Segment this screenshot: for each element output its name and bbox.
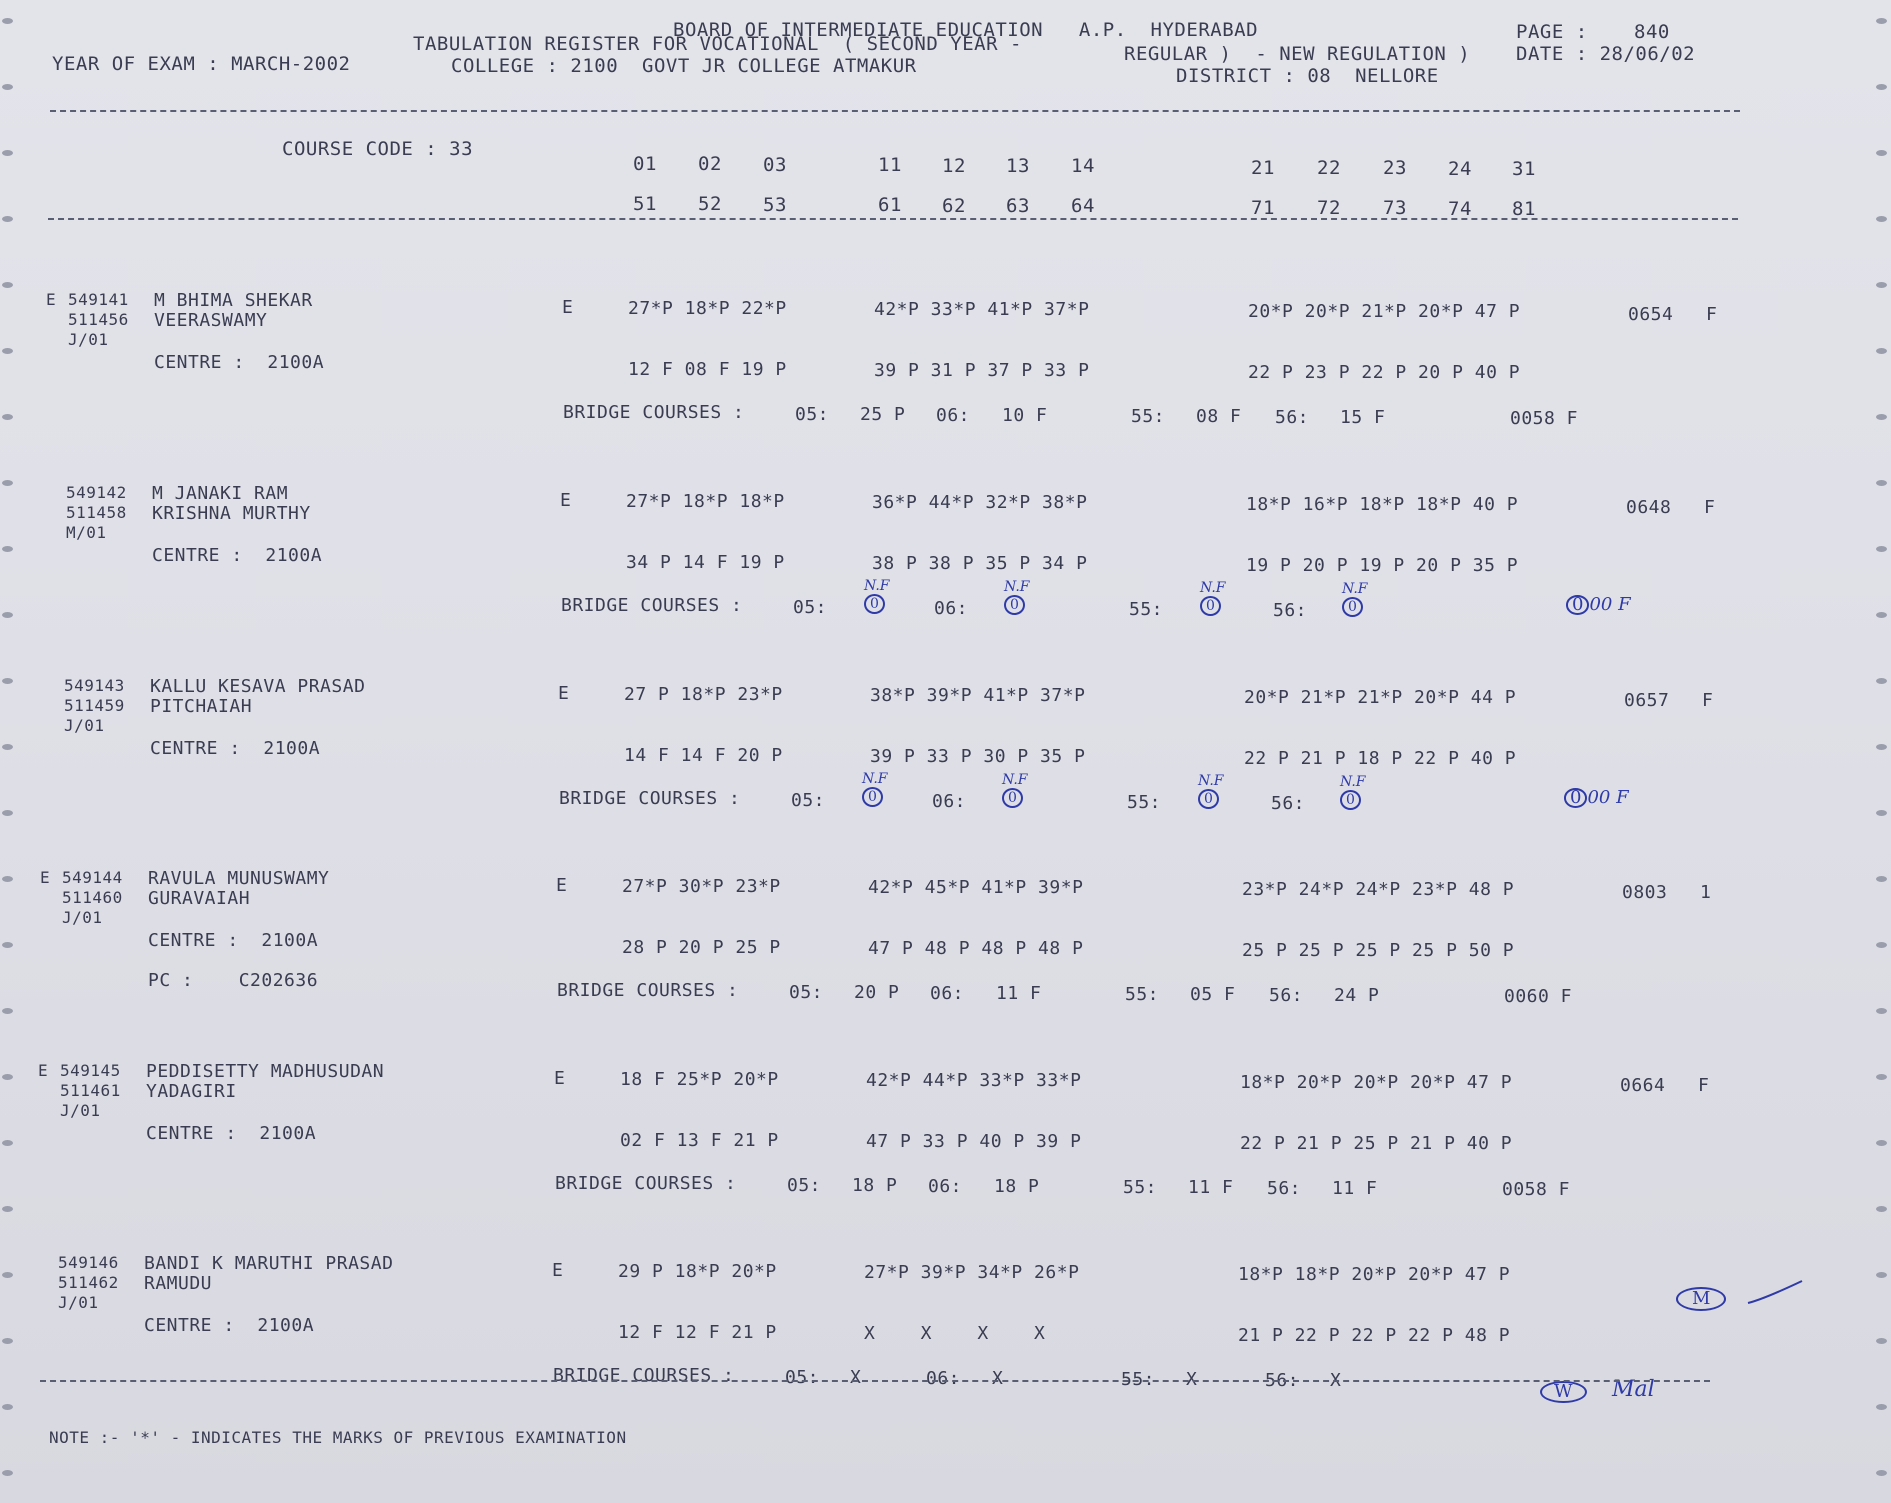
- feed-hole: [2, 810, 13, 816]
- regulation: REGULAR ) - NEW REGULATION ): [1124, 43, 1471, 65]
- bridge-mark-06: 11 F: [996, 983, 1042, 1004]
- subject-code: 61: [878, 194, 902, 216]
- bridge-code-06: 06:: [936, 405, 971, 426]
- feed-hole: [1876, 150, 1887, 156]
- handwritten-not-found: [1342, 581, 1368, 617]
- hand-circled-zero: 0: [1566, 595, 1589, 615]
- father-name: KRISHNA MURTHY: [152, 503, 311, 524]
- exam-centre: CENTRE : 2100A: [150, 738, 321, 759]
- subject-code: 22: [1317, 157, 1341, 179]
- feed-hole: [2, 84, 13, 90]
- feed-hole: [1876, 1272, 1887, 1278]
- handwritten-bridge-total: [1564, 787, 1629, 808]
- registration-number: 511462: [58, 1273, 119, 1292]
- subject-code: 11: [878, 154, 902, 176]
- bridge-courses-label: BRIDGE COURSES :: [563, 402, 745, 423]
- feed-hole: [1876, 744, 1887, 750]
- roll-number: 549141: [68, 290, 129, 309]
- bridge-code-05: 05:: [789, 982, 824, 1003]
- hand-circled-zero: 0: [1198, 789, 1219, 809]
- bridge-mark-55: 08 F: [1196, 406, 1242, 427]
- subject-code: 23: [1383, 157, 1407, 179]
- bridge-courses-label: BRIDGE COURSES :: [561, 595, 743, 616]
- handwritten-not-found: [1340, 774, 1366, 810]
- student-name: M JANAKI RAM: [152, 483, 289, 504]
- feed-hole: [2, 942, 13, 948]
- registration-number: 511460: [62, 888, 123, 907]
- feed-hole: [1876, 282, 1887, 288]
- category: J/01: [62, 908, 103, 927]
- feed-hole: [1876, 1008, 1887, 1014]
- exam-centre: CENTRE : 2100A: [146, 1123, 317, 1144]
- year2-marks-group-b: X X X X: [864, 1323, 1046, 1344]
- bridge-mark-06: 10 F: [1002, 405, 1048, 426]
- year1-marks-group-c: 20*P 20*P 21*P 20*P 47 P: [1248, 301, 1521, 322]
- bridge-mark-05: 25 P: [860, 404, 906, 425]
- bridge-code-56: 56:: [1269, 985, 1304, 1006]
- year1-marks-group-a: 27*P 18*P 22*P: [628, 298, 787, 319]
- bridge-mark-55: 05 F: [1190, 984, 1236, 1005]
- feed-hole: [1876, 1404, 1887, 1410]
- medium: E: [552, 1260, 564, 1281]
- bridge-code-06: 06:: [930, 983, 965, 1004]
- year2-marks-group-a: 14 F 14 F 20 P: [624, 745, 783, 766]
- handwritten-not-found: [1002, 772, 1028, 808]
- bridge-code-05: 05:: [785, 1367, 820, 1388]
- medium: E: [562, 297, 574, 318]
- circled-letter-m: M: [1676, 1287, 1726, 1311]
- pc-number: PC : C202636: [148, 970, 319, 991]
- handwritten-not-found: [864, 578, 890, 614]
- year2-marks-group-c: 19 P 20 P 19 P 20 P 35 P: [1246, 555, 1519, 576]
- hand-total-label: 00 F: [1589, 594, 1631, 615]
- exempt-flag: E: [38, 1061, 49, 1080]
- bridge-code-55: 55:: [1129, 599, 1164, 620]
- bridge-courses-label: BRIDGE COURSES :: [557, 980, 739, 1001]
- registration-number: 511461: [60, 1081, 121, 1100]
- feed-hole: [2, 1206, 13, 1212]
- medium: E: [558, 683, 570, 704]
- feed-hole: [1876, 942, 1887, 948]
- hand-circled-zero: 0: [1200, 596, 1221, 616]
- student-name: KALLU KESAVA PRASAD: [150, 676, 366, 697]
- year1-marks-group-c: 18*P 18*P 20*P 20*P 47 P: [1238, 1264, 1511, 1285]
- feed-hole: [1876, 1140, 1887, 1146]
- handwritten-not-found: [1004, 579, 1030, 615]
- bridge-code-05: 05:: [793, 597, 828, 618]
- exam-centre: CENTRE : 2100A: [152, 545, 323, 566]
- feed-hole: [1876, 84, 1887, 90]
- year2-marks-group-a: 12 F 12 F 21 P: [618, 1322, 777, 1343]
- year2-marks-group-a: 12 F 08 F 19 P: [628, 359, 787, 380]
- year1-marks-group-b: 38*P 39*P 41*P 37*P: [870, 685, 1086, 706]
- left-tractor-feed-holes: [0, 0, 20, 1503]
- subject-code: 62: [942, 195, 966, 217]
- roll-number: 549146: [58, 1253, 119, 1272]
- bridge-code-55: 55:: [1125, 984, 1160, 1005]
- bridge-mark-56: X: [1330, 1370, 1342, 1391]
- roll-number: 549145: [60, 1061, 121, 1080]
- feed-hole: [2, 1470, 13, 1476]
- subject-code: 21: [1251, 157, 1275, 179]
- year2-marks-group-b: 47 P 48 P 48 P 48 P: [868, 938, 1084, 959]
- hand-circled-zero: 0: [1002, 788, 1023, 808]
- roll-number: 549142: [66, 483, 127, 502]
- bridge-courses-label: BRIDGE COURSES :: [553, 1365, 735, 1386]
- feed-hole: [2, 678, 13, 684]
- student-name: BANDI K MARUTHI PRASAD: [144, 1253, 394, 1274]
- college-line: COLLEGE : 2100 GOVT JR COLLEGE ATMAKUR: [451, 55, 917, 77]
- result-status: F: [1702, 690, 1714, 711]
- feed-hole: [1876, 612, 1887, 618]
- subject-code: 72: [1317, 197, 1341, 219]
- bridge-code-56: 56:: [1273, 600, 1308, 621]
- codes-divider: [48, 218, 1738, 220]
- result-status: F: [1706, 304, 1718, 325]
- year1-marks-group-b: 27*P 39*P 34*P 26*P: [864, 1262, 1080, 1283]
- hand-total-label: 00 F: [1587, 787, 1629, 808]
- father-name: GURAVAIAH: [148, 888, 251, 909]
- bridge-mark-05: 18 P: [852, 1175, 898, 1196]
- bridge-code-55: 55:: [1127, 792, 1162, 813]
- year2-marks-group-a: 28 P 20 P 25 P: [622, 937, 781, 958]
- bridge-mark-55: 11 F: [1188, 1177, 1234, 1198]
- student-name: PEDDISETTY MADHUSUDAN: [146, 1061, 385, 1082]
- year1-marks-group-a: 27 P 18*P 23*P: [624, 684, 783, 705]
- feed-hole: [2, 876, 13, 882]
- category: J/01: [68, 330, 109, 349]
- father-name: YADAGIRI: [146, 1081, 237, 1102]
- year2-marks-group-b: 47 P 33 P 40 P 39 P: [866, 1131, 1082, 1152]
- footnote: NOTE :- '*' - INDICATES THE MARKS OF PREVIOUS EXAMINATION: [49, 1428, 627, 1447]
- subject-code: 02: [698, 153, 722, 175]
- bridge-code-56: 56:: [1265, 1370, 1300, 1391]
- year1-marks-group-b: 42*P 44*P 33*P 33*P: [866, 1070, 1082, 1091]
- feed-hole: [1876, 216, 1887, 222]
- feed-hole: [1876, 1470, 1887, 1476]
- feed-hole: [1876, 480, 1887, 486]
- year1-marks-group-b: 36*P 44*P 32*P 38*P: [872, 492, 1088, 513]
- bridge-mark-05: X: [850, 1367, 862, 1388]
- grand-total: 0664: [1620, 1075, 1666, 1096]
- bridge-code-55: 55:: [1131, 406, 1166, 427]
- register-title: TABULATION REGISTER FOR VOCATIONAL ( SECOND YEAR -: [413, 33, 1022, 55]
- subject-code: 12: [942, 155, 966, 177]
- result-status: F: [1704, 497, 1716, 518]
- subject-code: 03: [763, 154, 787, 176]
- footer-divider: [40, 1380, 1710, 1382]
- feed-hole: [1876, 876, 1887, 882]
- year2-marks-group-c: 22 P 21 P 18 P 22 P 40 P: [1244, 748, 1517, 769]
- hand-circled-zero: 0: [1004, 595, 1025, 615]
- feed-hole: [2, 348, 13, 354]
- hand-circled-zero: 0: [1340, 790, 1361, 810]
- bridge-total: 0058 F: [1510, 408, 1579, 429]
- registration-number: 511458: [66, 503, 127, 522]
- feed-hole: [2, 1140, 13, 1146]
- year1-marks-group-c: 23*P 24*P 24*P 23*P 48 P: [1242, 879, 1515, 900]
- district-line: DISTRICT : 08 NELLORE: [1176, 65, 1439, 87]
- subject-code: 24: [1448, 158, 1472, 180]
- bridge-code-05: 05:: [787, 1175, 822, 1196]
- year2-marks-group-a: 34 P 14 F 19 P: [626, 552, 785, 573]
- hand-circled-zero: 0: [864, 594, 885, 614]
- hand-nf-label: N.F: [1342, 581, 1368, 597]
- handwritten-circled-m: [1676, 1287, 1726, 1311]
- hand-nf-label: N.F: [1002, 772, 1028, 788]
- year-of-exam: YEAR OF EXAM : MARCH-2002: [52, 53, 351, 75]
- feed-hole: [2, 1272, 13, 1278]
- subject-code: 73: [1383, 197, 1407, 219]
- feed-hole: [2, 480, 13, 486]
- feed-hole: [2, 612, 13, 618]
- feed-hole: [1876, 1338, 1887, 1344]
- grand-total: 0803: [1622, 882, 1668, 903]
- subject-code: 14: [1071, 155, 1095, 177]
- feed-hole: [2, 1404, 13, 1410]
- exam-centre: CENTRE : 2100A: [144, 1315, 315, 1336]
- bridge-code-55: 55:: [1121, 1369, 1156, 1390]
- feed-hole: [2, 744, 13, 750]
- feed-hole: [2, 150, 13, 156]
- subject-code: 71: [1251, 197, 1275, 219]
- subject-code: 81: [1512, 198, 1536, 220]
- subject-code: 63: [1006, 195, 1030, 217]
- feed-hole: [1876, 348, 1887, 354]
- subject-code: 31: [1512, 158, 1536, 180]
- bridge-code-06: 06:: [926, 1368, 961, 1389]
- category: J/01: [60, 1101, 101, 1120]
- hand-nf-label: N.F: [1200, 580, 1226, 596]
- bridge-mark-55: X: [1186, 1369, 1198, 1390]
- student-name: M BHIMA SHEKAR: [154, 290, 313, 311]
- feed-hole: [2, 18, 13, 24]
- year1-marks-group-b: 42*P 33*P 41*P 37*P: [874, 299, 1090, 320]
- bridge-mark-56: 11 F: [1332, 1178, 1378, 1199]
- bridge-code-56: 56:: [1267, 1178, 1302, 1199]
- grand-total: 0654: [1628, 304, 1674, 325]
- bridge-mark-56: 24 P: [1334, 985, 1380, 1006]
- year2-marks-group-c: 21 P 22 P 22 P 22 P 48 P: [1238, 1325, 1511, 1346]
- circled-letter-w: W: [1540, 1381, 1587, 1403]
- handwritten-not-found: [1200, 580, 1226, 616]
- page-label: PAGE :: [1516, 21, 1588, 43]
- hand-nf-label: N.F: [862, 771, 888, 787]
- bridge-code-56: 56:: [1275, 407, 1310, 428]
- course-code-label: COURSE CODE : 33: [282, 138, 474, 160]
- handwritten-not-found: [1198, 773, 1224, 809]
- subject-code: 51: [633, 193, 657, 215]
- feed-hole: [2, 216, 13, 222]
- bridge-code-06: 06:: [934, 598, 969, 619]
- handwritten-not-found: [862, 771, 888, 807]
- hand-nf-label: N.F: [1198, 773, 1224, 789]
- year1-marks-group-a: 27*P 18*P 18*P: [626, 491, 785, 512]
- subject-code: 74: [1448, 198, 1472, 220]
- result-status: 1: [1700, 882, 1712, 903]
- exam-centre: CENTRE : 2100A: [154, 352, 325, 373]
- hand-nf-label: N.F: [864, 578, 890, 594]
- bridge-code-05: 05:: [795, 404, 830, 425]
- subject-code: 01: [633, 153, 657, 175]
- page-number: 840: [1634, 21, 1670, 43]
- grand-total: 0657: [1624, 690, 1670, 711]
- bridge-mark-05: 20 P: [854, 982, 900, 1003]
- medium: E: [556, 875, 568, 896]
- category: J/01: [64, 716, 105, 735]
- category: M/01: [66, 523, 107, 542]
- subject-code: 64: [1071, 195, 1095, 217]
- year1-marks-group-a: 18 F 25*P 20*P: [620, 1069, 779, 1090]
- exempt-flag: E: [40, 868, 51, 887]
- year2-marks-group-b: 39 P 33 P 30 P 35 P: [870, 746, 1086, 767]
- subject-code: 52: [698, 193, 722, 215]
- board-title: BOARD OF INTERMEDIATE EDUCATION A.P. HYDERABAD: [673, 19, 1259, 41]
- handwritten-initials: Mal: [1612, 1377, 1655, 1402]
- handwritten-bridge-total: [1566, 594, 1631, 615]
- right-tractor-feed-holes: [1871, 0, 1891, 1503]
- feed-hole: [1876, 414, 1887, 420]
- hand-circled-zero: 0: [1564, 788, 1587, 808]
- bridge-courses-label: BRIDGE COURSES :: [555, 1173, 737, 1194]
- hand-nf-label: N.F: [1004, 579, 1030, 595]
- feed-hole: [2, 1338, 13, 1344]
- tick-mark-icon: [1746, 1279, 1806, 1309]
- bridge-mark-56: 15 F: [1340, 407, 1386, 428]
- feed-hole: [1876, 18, 1887, 24]
- hand-circled-zero: 0: [862, 787, 883, 807]
- feed-hole: [1876, 1074, 1887, 1080]
- bridge-total: 0058 F: [1502, 1179, 1571, 1200]
- feed-hole: [2, 546, 13, 552]
- hand-nf-label: N.F: [1340, 774, 1366, 790]
- feed-hole: [2, 414, 13, 420]
- feed-hole: [2, 1008, 13, 1014]
- bridge-courses-label: BRIDGE COURSES :: [559, 788, 741, 809]
- year1-marks-group-c: 20*P 21*P 21*P 20*P 44 P: [1244, 687, 1517, 708]
- year1-marks-group-c: 18*P 20*P 20*P 20*P 47 P: [1240, 1072, 1513, 1093]
- feed-hole: [1876, 810, 1887, 816]
- bridge-code-06: 06:: [928, 1176, 963, 1197]
- year2-marks-group-c: 25 P 25 P 25 P 25 P 50 P: [1242, 940, 1515, 961]
- feed-hole: [1876, 1206, 1887, 1212]
- registration-number: 511456: [68, 310, 129, 329]
- father-name: PITCHAIAH: [150, 696, 253, 717]
- exam-centre: CENTRE : 2100A: [148, 930, 319, 951]
- year2-marks-group-c: 22 P 23 P 22 P 20 P 40 P: [1248, 362, 1521, 383]
- year2-marks-group-b: 38 P 38 P 35 P 34 P: [872, 553, 1088, 574]
- bridge-code-06: 06:: [932, 791, 967, 812]
- bridge-mark-06: 18 P: [994, 1176, 1040, 1197]
- medium: E: [560, 490, 572, 511]
- category: J/01: [58, 1293, 99, 1312]
- subject-code: 13: [1006, 155, 1030, 177]
- student-name: RAVULA MUNUSWAMY: [148, 868, 330, 889]
- bridge-mark-06: X: [992, 1368, 1004, 1389]
- result-status: F: [1698, 1075, 1710, 1096]
- roll-number: 549143: [64, 676, 125, 695]
- exempt-flag: E: [46, 290, 57, 309]
- hand-circled-zero: 0: [1342, 597, 1363, 617]
- father-name: VEERASWAMY: [154, 310, 268, 331]
- feed-hole: [1876, 546, 1887, 552]
- handwritten-circled-w: [1540, 1381, 1587, 1403]
- header-divider: [50, 110, 1740, 112]
- year1-marks-group-c: 18*P 16*P 18*P 18*P 40 P: [1246, 494, 1519, 515]
- registration-number: 511459: [64, 696, 125, 715]
- bridge-code-55: 55:: [1123, 1177, 1158, 1198]
- year1-marks-group-b: 42*P 45*P 41*P 39*P: [868, 877, 1084, 898]
- year2-marks-group-a: 02 F 13 F 21 P: [620, 1130, 779, 1151]
- feed-hole: [2, 1074, 13, 1080]
- year2-marks-group-c: 22 P 21 P 25 P 21 P 40 P: [1240, 1133, 1513, 1154]
- subject-code: 53: [763, 194, 787, 216]
- year2-marks-group-b: 39 P 31 P 37 P 33 P: [874, 360, 1090, 381]
- feed-hole: [2, 282, 13, 288]
- father-name: RAMUDU: [144, 1273, 213, 1294]
- year1-marks-group-a: 27*P 30*P 23*P: [622, 876, 781, 897]
- feed-hole: [1876, 678, 1887, 684]
- year1-marks-group-a: 29 P 18*P 20*P: [618, 1261, 777, 1282]
- bridge-code-05: 05:: [791, 790, 826, 811]
- roll-number: 549144: [62, 868, 123, 887]
- medium: E: [554, 1068, 566, 1089]
- grand-total: 0648: [1626, 497, 1672, 518]
- bridge-code-56: 56:: [1271, 793, 1306, 814]
- print-date: DATE : 28/06/02: [1516, 43, 1696, 65]
- bridge-total: 0060 F: [1504, 986, 1573, 1007]
